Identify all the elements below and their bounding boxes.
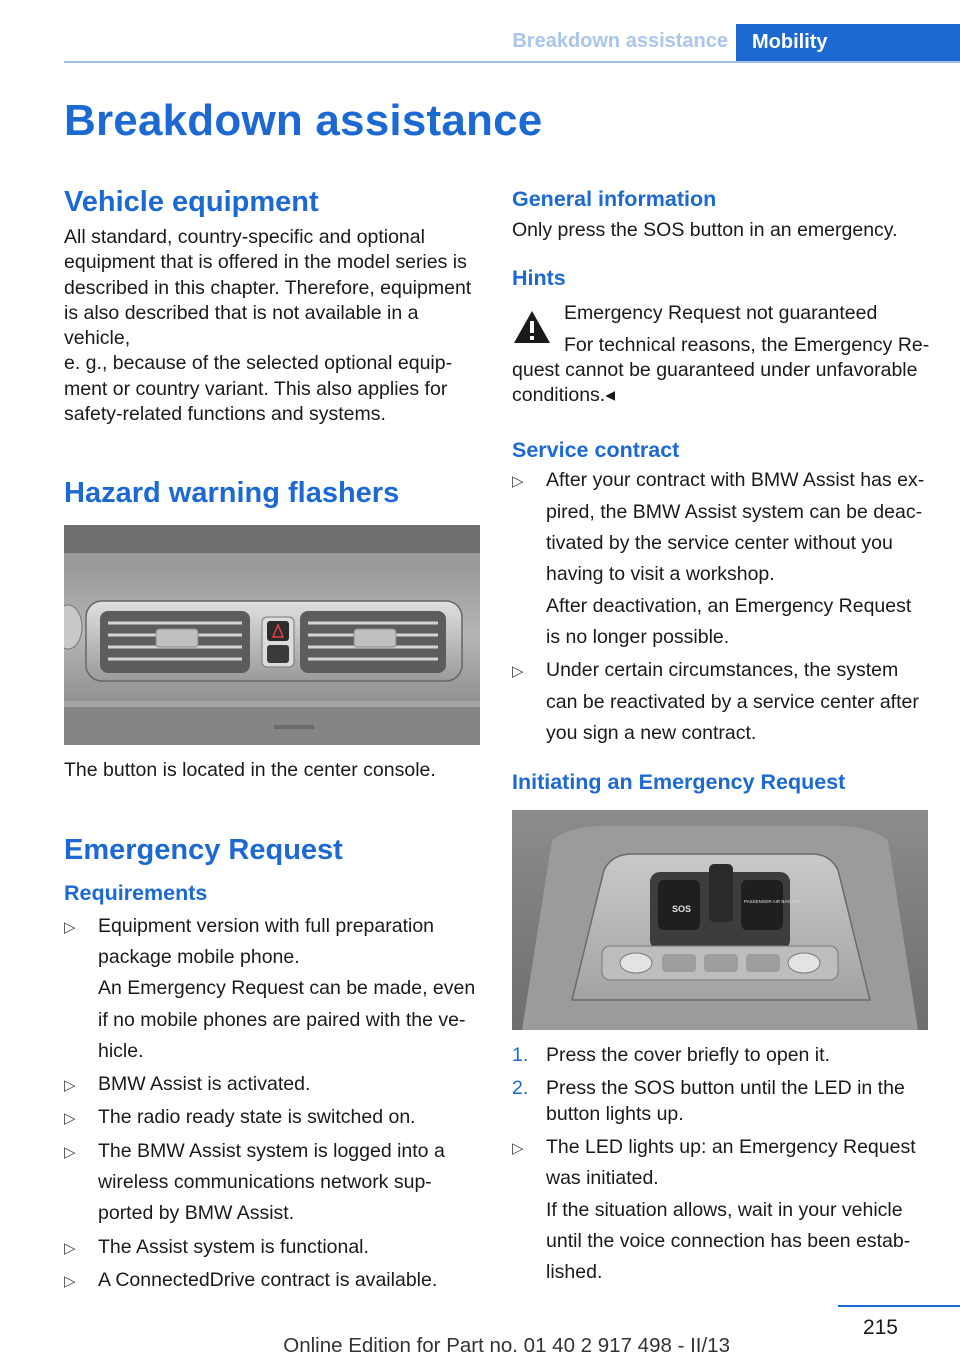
general-info-heading: General information: [512, 187, 717, 211]
text-line: The radio ready state is switched on.: [98, 1106, 416, 1129]
text-line: e. g., because of the selected optional equip-: [64, 352, 453, 375]
text-line: After deactivation, an Emergency Request: [546, 594, 912, 617]
warning-line: quest cannot be guaranteed under unfavorable: [512, 358, 918, 381]
header-rule: [64, 61, 960, 63]
emergency-heading: Emergency Request: [64, 833, 343, 866]
text-line: if no mobile phones are paired with the ve-: [98, 1008, 466, 1031]
text-line: hicle.: [98, 1039, 144, 1062]
page-number: 215: [862, 1316, 898, 1339]
warning-line: For technical reasons, the Emergency Re-: [564, 333, 930, 356]
sos-button-label: SOS: [672, 904, 692, 915]
initiating-heading: Initiating an Emergency Request: [512, 770, 846, 795]
sos-panel-photo: [512, 810, 928, 1030]
list-item: [512, 468, 930, 658]
text-line: Under certain circumstances, the system: [546, 659, 899, 682]
airbag-off-label: PASSENGER AIR BAG OFF: [744, 899, 802, 905]
bullet-triangle-icon: ▷: [64, 1077, 76, 1095]
text-line: tivated by the service center without you: [546, 532, 893, 555]
header-tab-mobility: Mobility: [736, 24, 960, 63]
list-item: [512, 1076, 930, 1135]
text-line: equipment that is offered in the model series is: [64, 251, 467, 274]
text-line: can be reactivated by a service center after: [546, 690, 919, 713]
hazard-heading: Hazard warning flashers: [64, 477, 400, 510]
text-line: is no longer possible.: [546, 625, 730, 648]
hazard-caption: The button is located in the center console.: [64, 759, 436, 782]
text-line: Equipment version with full preparation: [98, 914, 435, 937]
vehicle-equipment-text: [64, 225, 482, 427]
list-item: [512, 1043, 930, 1076]
bullet-triangle-icon: ▷: [64, 1110, 76, 1128]
led-list: [512, 1135, 930, 1293]
text-line: All standard, country-specific and optional: [64, 226, 425, 248]
text-line: is also described that is not available in a vehicle,: [64, 301, 419, 350]
text-line: safety-related functions and systems.: [64, 403, 386, 426]
warning-line: conditions.◂: [512, 384, 616, 407]
text-line: button lights up.: [546, 1102, 684, 1125]
text-line: until the voice connection has been estab-: [546, 1229, 911, 1252]
text-line: package mobile phone.: [98, 945, 300, 968]
text-line: After your contract with BMW Assist has ex-: [546, 469, 925, 492]
warning-title: Emergency Request not guaranteed: [564, 302, 878, 325]
list-item: [64, 1268, 482, 1301]
warning-block: [512, 301, 930, 408]
step-number: 2.: [512, 1077, 529, 1100]
text-line: If the situation allows, wait in your vehicle: [546, 1198, 903, 1221]
warning-triangle-icon: [512, 309, 552, 345]
edition-info: Online Edition for Part no. 01 40 2 917 498 - II/13: [283, 1334, 730, 1357]
text-line: A ConnectedDrive contract is available.: [98, 1268, 438, 1291]
list-item: [64, 1139, 482, 1235]
text-line: Press the SOS button until the LED in the: [546, 1077, 905, 1100]
bullet-triangle-icon: ▷: [64, 1239, 76, 1257]
list-item: [64, 1072, 482, 1105]
bullet-triangle-icon: ▷: [64, 918, 76, 936]
text-line: The BMW Assist system is logged into a: [98, 1139, 445, 1162]
text-line: wireless communications network sup-: [98, 1171, 432, 1194]
requirements-heading: Requirements: [64, 880, 208, 905]
text-line: lished.: [546, 1261, 603, 1284]
list-item: [512, 658, 930, 754]
service-list: [512, 468, 930, 754]
general-info-text: Only press the SOS button in an emergency.: [512, 219, 898, 241]
text-line: pired, the BMW Assist system can be deac-: [546, 500, 923, 523]
text-line: was initiated.: [546, 1167, 659, 1190]
text-line: ment or country variant. This also applies for: [64, 377, 448, 400]
bullet-triangle-icon: ▷: [64, 1272, 76, 1290]
list-item: [64, 914, 482, 1072]
page-title: Breakdown assistance: [64, 96, 543, 145]
text-line: Press the cover briefly to open it.: [546, 1044, 830, 1067]
bullet-triangle-icon: ▷: [512, 1140, 524, 1158]
text-line: you sign a new contract.: [546, 721, 757, 744]
left-column: [64, 183, 482, 1301]
footer-rule: [838, 1305, 960, 1307]
bullet-triangle-icon: ▷: [64, 1143, 76, 1161]
bullet-triangle-icon: ▷: [512, 473, 524, 491]
text-line: ported by BMW Assist.: [98, 1202, 295, 1225]
bullet-triangle-icon: ▷: [512, 663, 524, 681]
requirements-list: [64, 914, 482, 1302]
text-line: having to visit a workshop.: [546, 563, 775, 586]
right-column: [512, 184, 930, 1294]
hints-heading: Hints: [512, 266, 566, 291]
vehicle-equipment-heading: Vehicle equipment: [64, 186, 319, 218]
list-item: [64, 1235, 482, 1268]
center-console-photo: [64, 525, 480, 745]
text-line: BMW Assist is activated.: [98, 1073, 311, 1096]
service-contract-heading: Service contract: [512, 438, 680, 463]
initiating-steps: [512, 1043, 930, 1135]
text-line: described in this chapter. Therefore, equipment: [64, 276, 472, 299]
text-line: An Emergency Request can be made, even: [98, 977, 476, 1000]
list-item: [64, 1105, 482, 1138]
text-line: The Assist system is functional.: [98, 1235, 369, 1258]
text-line: The LED lights up: an Emergency Request: [546, 1136, 916, 1159]
step-number: 1.: [512, 1044, 529, 1067]
list-item: [512, 1135, 930, 1293]
header-section-label: Breakdown assistance: [512, 30, 728, 52]
